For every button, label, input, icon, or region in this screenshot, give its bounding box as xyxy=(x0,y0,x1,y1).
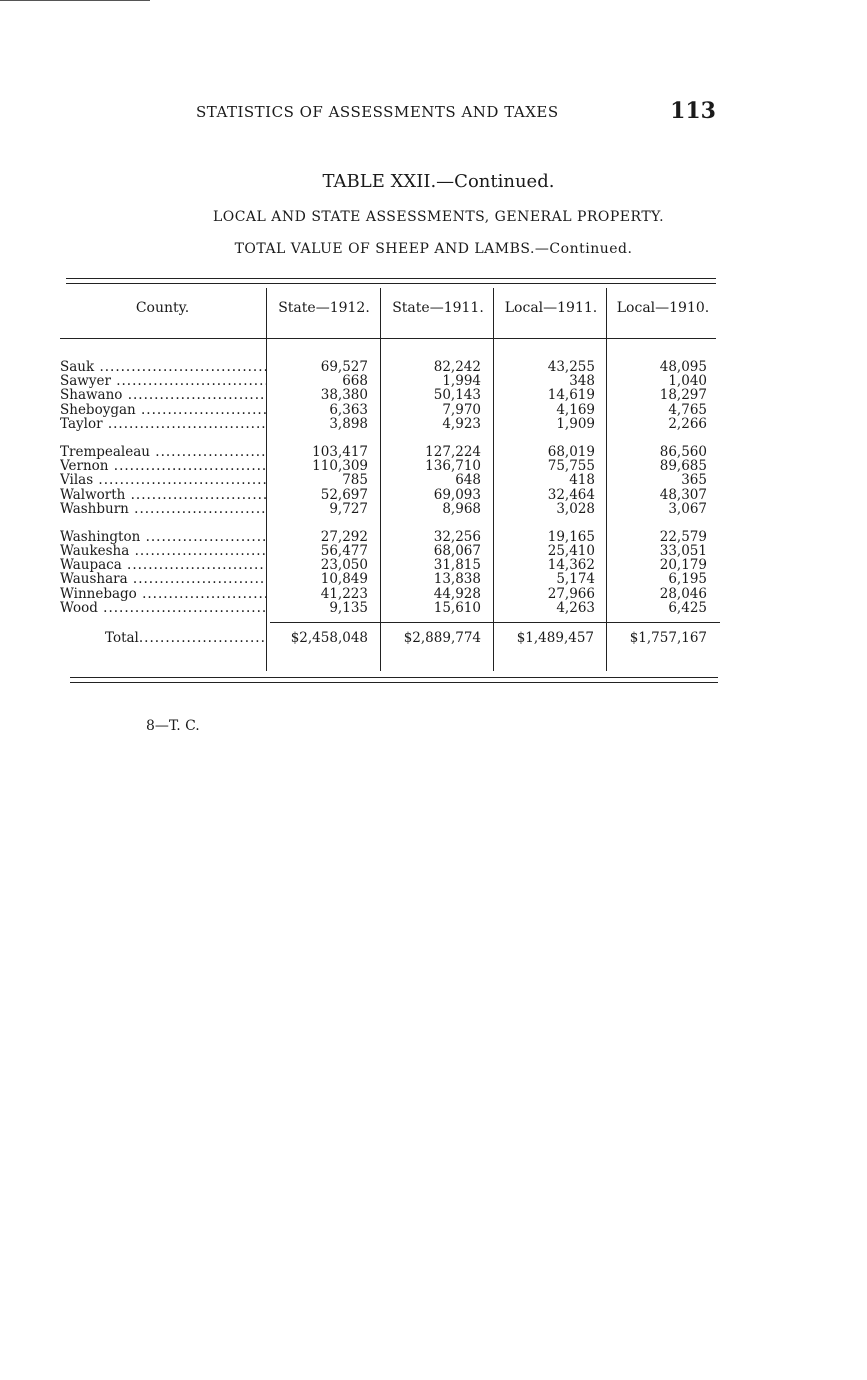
table-top-rule-2 xyxy=(66,283,716,284)
column-header-local-1910: Local—1910. xyxy=(616,300,710,316)
value-state-1912: 6,363 xyxy=(329,401,368,418)
value-local-1911: 3,028 xyxy=(556,500,595,517)
column-divider-1 xyxy=(266,288,267,671)
value-state-1911: 7,970 xyxy=(442,401,481,418)
value-state-1911: 648 xyxy=(455,472,481,489)
total-local-1910: $1,757,167 xyxy=(629,630,707,646)
value-state-1911: 13,838 xyxy=(433,571,481,588)
value-state-1912: 38,380 xyxy=(320,387,368,404)
value-local-1910: 33,051 xyxy=(659,543,707,560)
column-header-state-1911: State—1911. xyxy=(392,300,484,316)
value-local-1911: 4,263 xyxy=(556,599,595,616)
value-state-1912: 56,477 xyxy=(320,543,368,560)
value-local-1911: 348 xyxy=(569,373,595,390)
value-local-1911: 14,362 xyxy=(547,557,595,574)
total-label: Total ..... xyxy=(105,630,265,646)
value-local-1911: 43,255 xyxy=(547,359,595,375)
value-local-1911: 25,410 xyxy=(547,543,595,560)
header-bottom-rule xyxy=(60,338,716,339)
section-caption: TOTAL VALUE OF SHEEP AND LAMBS.—Continued. xyxy=(234,241,633,257)
total-state-1911: $2,889,774 xyxy=(403,630,481,646)
signature-footnote: 8—T. C. xyxy=(146,718,200,734)
county-name: Waushara ..... xyxy=(60,572,266,586)
value-state-1911: 127,224 xyxy=(425,443,481,460)
value-local-1910: 1,040 xyxy=(668,373,707,390)
value-state-1912: 103,417 xyxy=(312,443,368,460)
value-local-1911: 27,966 xyxy=(547,585,595,602)
value-local-1910: 86,560 xyxy=(659,443,707,460)
value-local-1910: 89,685 xyxy=(659,458,707,475)
value-state-1912: 41,223 xyxy=(320,585,368,602)
value-local-1911: 5,174 xyxy=(556,571,595,588)
value-state-1911: 69,093 xyxy=(433,486,481,503)
value-state-1911: 44,928 xyxy=(433,585,481,602)
county-name: Wood ..... xyxy=(60,601,266,615)
value-local-1910: 48,095 xyxy=(659,359,707,375)
value-state-1912: 9,135 xyxy=(329,599,368,616)
total-local-1911: $1,489,457 xyxy=(516,630,594,646)
value-state-1912: 785 xyxy=(342,472,368,489)
value-state-1912: 3,898 xyxy=(329,415,368,432)
value-local-1910: 6,195 xyxy=(668,571,707,588)
county-name: Sauk ..... xyxy=(60,360,266,374)
value-local-1911: 14,619 xyxy=(547,387,595,404)
value-state-1912: 52,697 xyxy=(320,486,368,503)
value-state-1911: 15,610 xyxy=(433,599,481,616)
value-local-1910: 4,765 xyxy=(668,401,707,418)
value-state-1912: 10,849 xyxy=(320,571,368,588)
total-state-1912: $2,458,048 xyxy=(290,630,368,646)
county-name: Vernon ..... xyxy=(60,459,266,473)
table-title: TABLE XXII.—Continued. xyxy=(322,171,555,192)
value-state-1911: 136,710 xyxy=(425,458,481,475)
value-local-1910: 18,297 xyxy=(659,387,707,404)
value-state-1912: 27,292 xyxy=(320,528,368,545)
table-subtitle: LOCAL AND STATE ASSESSMENTS, GENERAL PROPERTY. xyxy=(212,209,665,225)
county-name: Sheboygan ..... xyxy=(60,403,266,417)
value-state-1911: 32,256 xyxy=(433,528,481,545)
column-header-state-1912: State—1912. xyxy=(278,300,370,316)
county-name: Sawyer ..... xyxy=(60,374,266,388)
county-name: Walworth ..... xyxy=(60,488,266,502)
value-state-1911: 82,242 xyxy=(433,359,481,375)
value-local-1911: 68,019 xyxy=(547,443,595,460)
value-state-1911: 4,923 xyxy=(442,415,481,432)
value-local-1910: 28,046 xyxy=(659,585,707,602)
value-state-1912: 9,727 xyxy=(329,500,368,517)
column-header-local-1911: Local—1911. xyxy=(504,300,598,316)
running-head-title: STATISTICS OF ASSESSMENTS AND TAXES xyxy=(196,103,559,121)
value-local-1910: 48,307 xyxy=(659,486,707,503)
column-header-county: County. xyxy=(135,300,190,316)
value-state-1911: 50,143 xyxy=(433,387,481,404)
value-local-1910: 365 xyxy=(681,472,707,489)
value-state-1911: 68,067 xyxy=(433,543,481,560)
page-number: 113 xyxy=(670,98,716,124)
table-bottom-rule xyxy=(70,677,718,678)
value-state-1911: 1,994 xyxy=(442,373,481,390)
value-local-1911: 32,464 xyxy=(547,486,595,503)
value-local-1911: 4,169 xyxy=(556,401,595,418)
value-state-1912: 23,050 xyxy=(320,557,368,574)
value-local-1911: 19,165 xyxy=(547,528,595,545)
value-local-1910: 2,266 xyxy=(668,415,707,432)
value-local-1911: 418 xyxy=(569,472,595,489)
county-name: Vilas ..... xyxy=(60,473,266,487)
county-name: Taylor ..... xyxy=(60,417,266,431)
value-local-1911: 75,755 xyxy=(547,458,595,475)
value-local-1910: 22,579 xyxy=(659,528,707,545)
value-state-1911: 31,815 xyxy=(433,557,481,574)
running-head xyxy=(196,98,716,124)
table-bottom-rule-2 xyxy=(70,682,718,683)
county-name: Washington ..... xyxy=(60,530,266,544)
value-state-1912: 110,309 xyxy=(312,458,368,475)
county-name: Washburn ..... xyxy=(60,502,266,516)
value-local-1911: 1,909 xyxy=(556,415,595,432)
total-top-rule xyxy=(270,622,720,623)
top-edge-rule xyxy=(0,0,150,1)
value-state-1912: 69,527 xyxy=(320,359,368,375)
value-state-1912: 668 xyxy=(342,373,368,390)
column-divider-3 xyxy=(493,288,494,671)
county-name: Trempealeau ..... xyxy=(60,445,266,459)
value-local-1910: 20,179 xyxy=(659,557,707,574)
county-name: Waupaca ..... xyxy=(60,558,266,572)
county-name: Shawano ..... xyxy=(60,388,266,402)
value-local-1910: 6,425 xyxy=(668,599,707,616)
table-top-rule xyxy=(66,278,716,279)
value-state-1911: 8,968 xyxy=(442,500,481,517)
county-name: Winnebago ..... xyxy=(60,587,266,601)
county-name: Waukesha ..... xyxy=(60,544,266,558)
value-local-1910: 3,067 xyxy=(668,500,707,517)
